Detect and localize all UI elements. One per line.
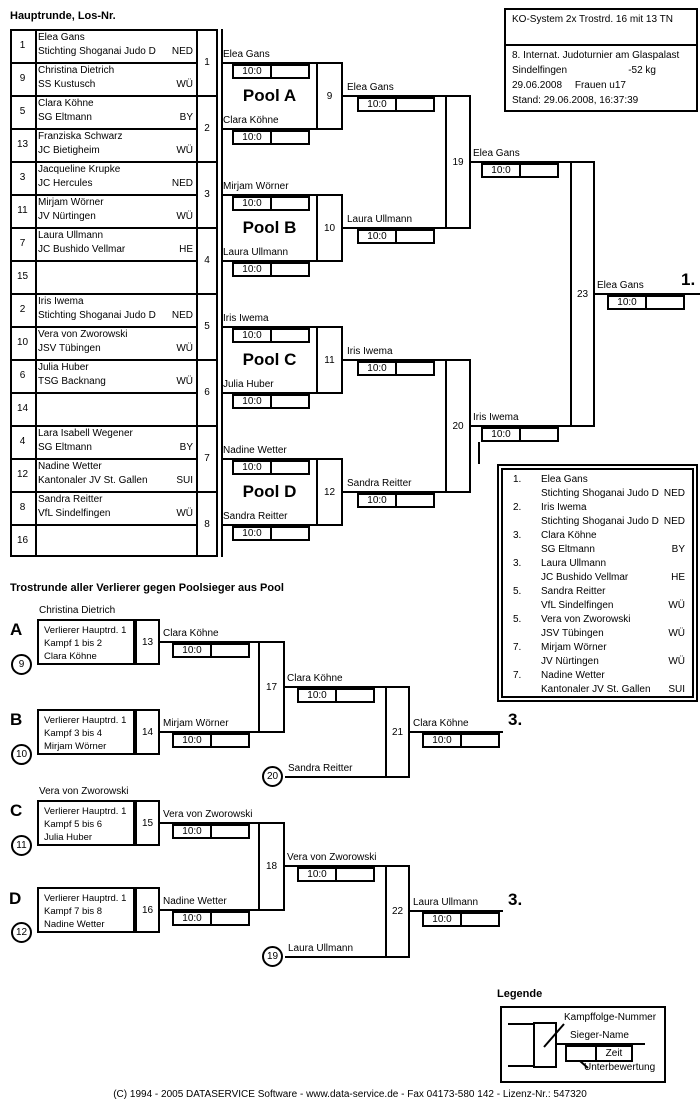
pair-number: 5 <box>204 320 210 332</box>
score-box <box>297 688 375 703</box>
match-9-number-box: 9 <box>316 62 343 130</box>
placement-name: Nadine Wetter <box>541 670 605 681</box>
placement-rank: 1. <box>513 474 522 485</box>
consolation-title: Trostrunde aller Verlierer gegen Poolsieger aus Pool <box>10 582 284 594</box>
entry-losnr: 2 <box>19 304 26 315</box>
connector-line <box>478 442 480 464</box>
table-row-line <box>10 392 196 394</box>
match-19-number-box: 19 <box>445 95 471 229</box>
entry-region: WÜ <box>176 508 193 519</box>
tournament-info-box <box>504 8 698 112</box>
match-11-winner-name: Iris Iwema <box>347 346 393 357</box>
table-row-line <box>10 260 196 262</box>
third-place-label: 3. <box>508 890 523 909</box>
score-value: 10:0 <box>234 66 272 77</box>
first-place-label: 1. <box>681 270 696 289</box>
placement-rank: 7. <box>513 642 522 653</box>
time-value <box>462 735 498 746</box>
placement-club: SG Eltmann <box>541 544 595 555</box>
entry-region: HE <box>179 244 193 255</box>
pool-c-label: Pool C <box>242 350 297 369</box>
score-value: 10:0 <box>359 99 397 110</box>
legend-title: Legende <box>497 988 543 1000</box>
placement-region: HE <box>671 572 685 583</box>
time-value <box>397 231 433 242</box>
time-value <box>212 645 248 656</box>
pool-c-top-name: Iris Iwema <box>223 313 269 324</box>
entry-losnr: 11 <box>17 205 28 216</box>
score-value: 10:0 <box>234 528 272 539</box>
legend-unterbewertung-label: Unterbewertung <box>584 1062 656 1073</box>
match-16-winner-name: Nadine Wetter <box>163 896 227 907</box>
table-row-line <box>10 491 218 493</box>
entry-name: Sandra Reitter <box>38 494 103 505</box>
description-line: Verlierer Hauptrd. 1 <box>44 625 127 636</box>
placement-name: Clara Köhne <box>541 530 597 541</box>
match-21-winner-name: Clara Köhne <box>413 718 469 729</box>
description-line: Kampf 1 bis 2 <box>44 638 103 649</box>
score-value: 10:0 <box>299 690 337 701</box>
placement-row <box>503 669 692 697</box>
final-winner-name: Elea Gans <box>597 280 644 291</box>
time-value <box>272 462 308 473</box>
loser-circle: 19 <box>262 946 283 967</box>
time-value <box>647 297 683 308</box>
score-value: 10:0 <box>174 735 212 746</box>
score-box <box>422 912 500 927</box>
placement-club: JSV Tübingen <box>541 628 604 639</box>
description-line: Mirjam Wörner <box>44 741 107 752</box>
entry-club: SG Eltmann <box>38 442 92 453</box>
entry-region: WÜ <box>176 376 193 387</box>
entry-losnr: 4 <box>19 436 26 447</box>
table-row-line <box>10 227 218 229</box>
table-row-line <box>10 293 218 295</box>
match-21-number-box: 21 <box>385 686 410 778</box>
match-23-number-box: 23 <box>570 161 595 427</box>
score-box <box>607 295 685 310</box>
description-line: Julia Huber <box>44 832 93 843</box>
description-line: Verlierer Hauptrd. 1 <box>44 715 127 726</box>
time-value <box>272 264 308 275</box>
match-13-winner-name: Clara Köhne <box>163 628 219 639</box>
loser-circle: 12 <box>11 922 32 943</box>
placement-name: Vera von Zworowski <box>541 614 631 625</box>
entry-club: JV Nürtingen <box>38 211 96 222</box>
entry-region: NED <box>171 46 193 57</box>
placement-club: Stichting Shoganai Judo D <box>541 488 659 499</box>
block-d-description-box <box>37 887 135 933</box>
entry-name: Lara Isabell Wegener <box>38 428 133 439</box>
match-12-number-box: 12 <box>316 458 343 526</box>
placement-name: Sandra Reitter <box>541 586 606 597</box>
score-value: 10:0 <box>483 429 521 440</box>
entry-losnr: 3 <box>19 172 26 183</box>
entry-region: WÜ <box>176 79 193 90</box>
description-line: Kampf 3 bis 4 <box>44 728 103 739</box>
placement-rank: 2. <box>513 502 522 513</box>
block-a-top-name: Christina Dietrich <box>39 605 116 616</box>
time-value <box>272 198 308 209</box>
entry-losnr: 6 <box>19 370 26 381</box>
score-value: 10:0 <box>234 264 272 275</box>
pool-a-top-name: Elea Gans <box>223 49 270 60</box>
table-row-line <box>10 326 196 328</box>
placement-row <box>503 585 692 613</box>
placement-club: VfL Sindelfingen <box>541 600 614 611</box>
pool-d-top-name: Nadine Wetter <box>223 445 287 456</box>
entry-line <box>285 776 385 778</box>
match-22-number-box: 22 <box>385 865 410 958</box>
pool-d-bottom-name: Sandra Reitter <box>223 511 288 522</box>
time-value <box>521 165 557 176</box>
entry-name: Nadine Wetter <box>38 461 102 472</box>
entry-name: Vera von Zworowski <box>38 329 128 340</box>
entry-club: SG Eltmann <box>38 112 92 123</box>
score-value: 10:0 <box>234 330 272 341</box>
placement-box <box>501 468 694 698</box>
match-17-winner-name: Clara Köhne <box>287 673 343 684</box>
entry-region: WÜ <box>176 211 193 222</box>
match-15-number-box: 15 <box>135 800 160 846</box>
score-value: 10:0 <box>234 462 272 473</box>
entry-losnr: 16 <box>16 535 29 546</box>
match-21-bottom-name: Sandra Reitter <box>288 763 353 774</box>
description-line: Nadine Wetter <box>44 919 105 930</box>
entry-name: Jacqueline Krupke <box>38 164 121 175</box>
table-row-line <box>10 359 218 361</box>
score-box <box>232 64 310 79</box>
entry-name: Clara Köhne <box>38 98 94 109</box>
pair-number: 8 <box>204 518 210 530</box>
score-box <box>172 733 250 748</box>
score-box <box>357 97 435 112</box>
entry-region: SUI <box>176 475 193 486</box>
match-14-winner-name: Mirjam Wörner <box>163 718 229 729</box>
pool-b-bottom-name: Laura Ullmann <box>223 247 289 258</box>
event-label: 8. Internat. Judoturnier am Glaspalast <box>512 50 680 61</box>
entry-losnr: 7 <box>19 238 26 249</box>
match-13-number-box: 13 <box>135 619 160 665</box>
placement-row <box>503 557 692 585</box>
loser-circle: 10 <box>11 744 32 765</box>
score-box <box>232 460 310 475</box>
placement-rank: 3. <box>513 558 522 569</box>
time-value <box>337 690 373 701</box>
pair-number: 2 <box>204 122 210 134</box>
loser-circle: 9 <box>11 654 32 675</box>
score-box <box>297 867 375 882</box>
location-label: Sindelfingen <box>512 65 568 76</box>
placement-region: NED <box>663 516 685 527</box>
legend-kampffolge-label: Kampffolge-Nummer <box>564 1012 657 1023</box>
description-line: Kampf 7 bis 8 <box>44 906 103 917</box>
entry-region: NED <box>171 310 193 321</box>
score-value: 10:0 <box>359 231 397 242</box>
time-value <box>397 495 433 506</box>
entry-name: Franziska Schwarz <box>38 131 123 142</box>
entry-region: NED <box>171 178 193 189</box>
pool-b-top-name: Mirjam Wörner <box>223 181 289 192</box>
entry-name: Christina Dietrich <box>38 65 115 76</box>
date-label: 29.06.2008 <box>512 80 563 91</box>
third-place-label: 3. <box>508 710 523 729</box>
score-box <box>232 328 310 343</box>
placement-region: NED <box>663 488 685 499</box>
time-value <box>272 528 308 539</box>
entry-name: Julia Huber <box>38 362 89 373</box>
block-b-description-box <box>37 709 135 755</box>
table-row-line <box>10 62 196 64</box>
table-row-line <box>10 425 218 427</box>
score-value: 10:0 <box>609 297 647 308</box>
match-20-number-box: 20 <box>445 359 471 493</box>
entry-club: Kantonaler JV St. Gallen <box>38 475 148 486</box>
score-box <box>232 262 310 277</box>
entry-losnr: 10 <box>16 337 29 348</box>
entry-line <box>285 956 385 958</box>
legend-sieger-label: Sieger-Name <box>570 1030 629 1041</box>
match-16-number-box: 16 <box>135 887 160 933</box>
placement-club: Kantonaler JV St. Gallen <box>541 684 651 695</box>
match-18-winner-name: Vera von Zworowski <box>287 852 377 863</box>
match-17-number-box: 17 <box>258 641 285 733</box>
pool-a-bottom-name: Clara Köhne <box>223 115 279 126</box>
placement-rank: 7. <box>513 670 522 681</box>
table-row-line <box>10 458 196 460</box>
placement-region: WÜ <box>668 628 685 639</box>
weight-class-label: -52 kg <box>628 65 656 76</box>
entry-region: WÜ <box>176 343 193 354</box>
stand-label: Stand: 29.06.2008, 16:37:39 <box>512 95 639 106</box>
pair-number: 1 <box>204 56 210 68</box>
placement-name: Iris Iwema <box>541 502 587 513</box>
placement-row <box>503 613 692 641</box>
entry-losnr: 15 <box>16 271 29 282</box>
time-value <box>521 429 557 440</box>
time-value <box>212 913 248 924</box>
placement-club: JC Bushido Vellmar <box>541 572 629 583</box>
entry-losnr: 5 <box>19 106 26 117</box>
entry-losnr: 14 <box>16 403 29 414</box>
placement-row <box>503 501 692 529</box>
system-label: KO-System 2x Trostrd. 16 mit 13 TN <box>506 10 696 46</box>
pair-number: 4 <box>204 254 210 266</box>
table-row-line <box>10 161 218 163</box>
entry-region: BY <box>179 112 193 123</box>
time-value <box>272 66 308 77</box>
match-19-winner-name: Elea Gans <box>473 148 520 159</box>
entry-name: Mirjam Wörner <box>38 197 104 208</box>
page-title: Hauptrunde, Los-Nr. <box>10 10 116 22</box>
entry-club: JC Bietigheim <box>38 145 100 156</box>
score-box <box>172 643 250 658</box>
placement-name: Elea Gans <box>541 474 588 485</box>
block-c-letter: C <box>10 801 23 820</box>
score-value: 10:0 <box>424 914 462 925</box>
pair-number: 3 <box>204 188 210 200</box>
score-box <box>357 361 435 376</box>
score-box <box>357 493 435 508</box>
description-line: Clara Köhne <box>44 651 97 662</box>
pool-c-bottom-name: Julia Huber <box>223 379 274 390</box>
block-b-letter: B <box>10 710 23 729</box>
pool-b-label: Pool B <box>242 218 297 237</box>
entry-losnr: 1 <box>19 40 26 51</box>
placement-region: BY <box>671 544 685 555</box>
legend-zeit-label: Zeit <box>605 1048 623 1059</box>
description-line: Verlierer Hauptrd. 1 <box>44 806 127 817</box>
score-box <box>172 824 250 839</box>
block-c-top-name: Vera von Zworowski <box>39 786 129 797</box>
placement-rank: 5. <box>513 614 522 625</box>
entry-losnr: 8 <box>19 502 26 513</box>
entry-name: Laura Ullmann <box>38 230 104 241</box>
score-box <box>232 394 310 409</box>
score-box <box>481 427 559 442</box>
score-value: 10:0 <box>234 198 272 209</box>
placement-club: Stichting Shoganai Judo D <box>541 516 659 527</box>
placement-club: JV Nürtingen <box>541 656 599 667</box>
pool-a-label: Pool A <box>242 86 297 105</box>
entry-losnr: 12 <box>16 469 29 480</box>
entry-name: Iris Iwema <box>38 296 84 307</box>
category-label: Frauen u17 <box>574 80 626 91</box>
block-c-description-box <box>37 800 135 846</box>
entry-club: SS Kustusch <box>38 79 96 90</box>
score-value: 10:0 <box>174 913 212 924</box>
time-value <box>397 99 433 110</box>
entry-region: BY <box>179 442 193 453</box>
match-10-winner-name: Laura Ullmann <box>347 214 413 225</box>
time-value <box>337 869 373 880</box>
copyright-footer: (C) 1994 - 2005 DATASERVICE Software - www.data-service.de - Fax 04173-580 142 - Lizenz-Nr.: 547320 <box>113 1089 587 1100</box>
pair-number: 6 <box>204 386 210 398</box>
match-20-winner-name: Iris Iwema <box>473 412 519 423</box>
match-18-number-box: 18 <box>258 822 285 911</box>
score-value: 10:0 <box>174 645 212 656</box>
score-value: 10:0 <box>483 165 521 176</box>
placement-name: Laura Ullmann <box>541 558 607 569</box>
match-11-number-box: 11 <box>316 326 343 394</box>
score-value: 10:0 <box>359 495 397 506</box>
entry-club: VfL Sindelfingen <box>38 508 111 519</box>
block-a-letter: A <box>10 620 23 639</box>
placement-row <box>503 473 692 501</box>
block-a-description-box <box>37 619 135 665</box>
loser-circle: 20 <box>262 766 283 787</box>
placement-region: WÜ <box>668 600 685 611</box>
table-row-line <box>10 194 196 196</box>
score-box <box>357 229 435 244</box>
entry-club: JSV Tübingen <box>38 343 101 354</box>
match-10-number-box: 10 <box>316 194 343 262</box>
description-line: Verlierer Hauptrd. 1 <box>44 893 127 904</box>
description-line: Kampf 5 bis 6 <box>44 819 103 830</box>
placement-region: WÜ <box>668 656 685 667</box>
placement-row <box>503 641 692 669</box>
score-value: 10:0 <box>234 132 272 143</box>
table-row-line <box>10 524 196 526</box>
entry-club: Stichting Shoganai Judo D <box>38 310 156 321</box>
entry-name: Elea Gans <box>38 32 85 43</box>
match-15-winner-name: Vera von Zworowski <box>163 809 253 820</box>
score-value: 10:0 <box>424 735 462 746</box>
block-d-letter: D <box>9 889 22 908</box>
placement-name: Mirjam Wörner <box>541 642 607 653</box>
time-value <box>462 914 498 925</box>
placement-rank: 3. <box>513 530 522 541</box>
score-box <box>232 196 310 211</box>
match-22-winner-name: Laura Ullmann <box>413 897 479 908</box>
time-value <box>212 826 248 837</box>
match-22-bottom-name: Laura Ullmann <box>288 943 354 954</box>
match-14-number-box: 14 <box>135 709 160 755</box>
score-value: 10:0 <box>299 869 337 880</box>
time-value <box>272 396 308 407</box>
time-value <box>272 330 308 341</box>
score-box <box>232 130 310 145</box>
score-box <box>172 911 250 926</box>
time-value <box>212 735 248 746</box>
pair-number: 7 <box>204 452 210 464</box>
score-box <box>481 163 559 178</box>
match-9-winner-name: Elea Gans <box>347 82 394 93</box>
placement-row <box>503 529 692 557</box>
score-value: 10:0 <box>359 363 397 374</box>
table-row-line <box>10 95 218 97</box>
entry-losnr: 13 <box>16 139 29 150</box>
time-value <box>397 363 433 374</box>
loser-circle: 11 <box>11 835 32 856</box>
time-value <box>272 132 308 143</box>
placement-rank: 5. <box>513 586 522 597</box>
score-value: 10:0 <box>174 826 212 837</box>
score-value: 10:0 <box>234 396 272 407</box>
entry-region: WÜ <box>176 145 193 156</box>
score-box <box>232 526 310 541</box>
entry-club: JC Bushido Vellmar <box>38 244 126 255</box>
table-row-line <box>10 128 196 130</box>
entry-club: JC Hercules <box>38 178 93 189</box>
pool-d-label: Pool D <box>242 482 297 501</box>
entry-losnr: 9 <box>19 73 26 84</box>
score-box <box>422 733 500 748</box>
placement-region: SUI <box>668 684 685 695</box>
match-12-winner-name: Sandra Reitter <box>347 478 412 489</box>
entry-club: Stichting Shoganai Judo D <box>38 46 156 57</box>
entry-club: TSG Backnang <box>38 376 106 387</box>
